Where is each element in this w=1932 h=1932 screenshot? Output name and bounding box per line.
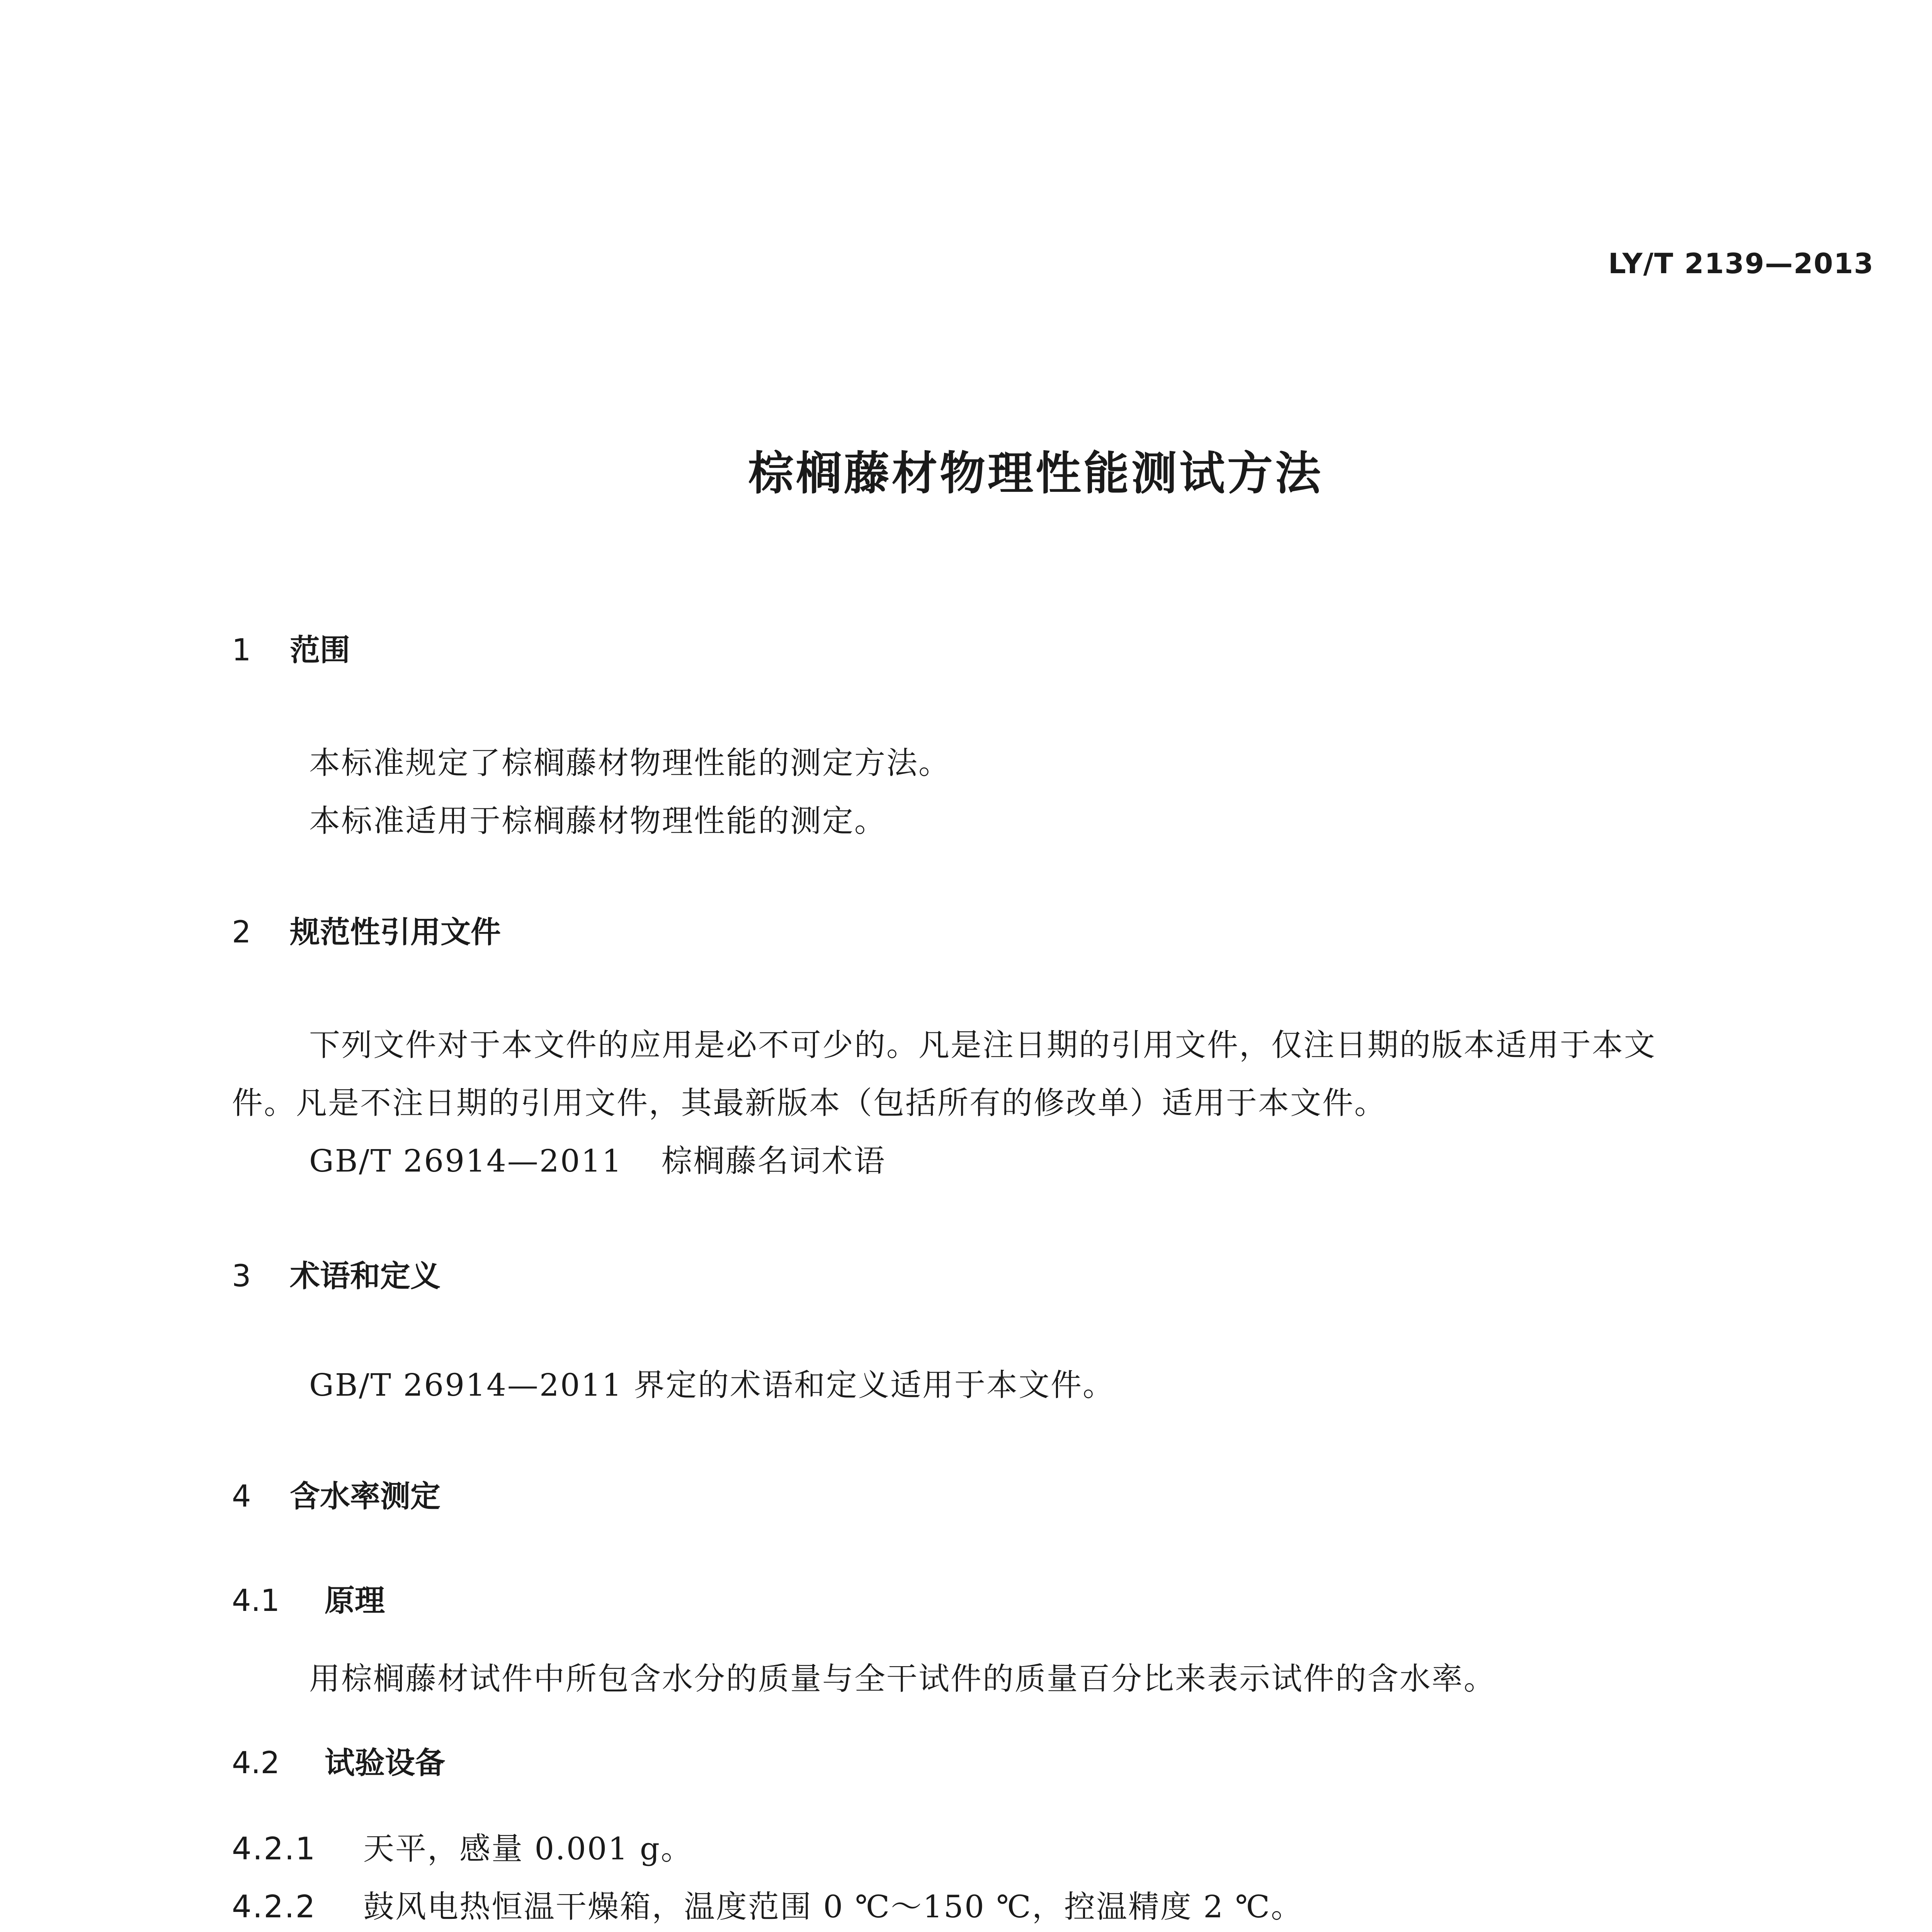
subsection-4-2-heading <box>232 1739 445 1782</box>
normative-reference <box>309 1136 886 1180</box>
section-number: 1 <box>232 633 251 668</box>
section-2-heading <box>232 908 501 951</box>
paragraph: GB/T 26914—2011 界定的术语和定义适用于本文件。 <box>309 1367 1115 1403</box>
item-text: 鼓风电热恒温干燥箱，温度范围 0 ℃～150 ℃，控温精度 2 ℃。 <box>363 1889 1303 1925</box>
section-number: 2 <box>232 915 251 950</box>
item-number: 4.2.1 <box>232 1831 316 1867</box>
paragraph: 本标准适用于棕榈藤材物理性能的测定。 <box>309 803 886 839</box>
section-title: 原理 <box>325 1583 385 1618</box>
subsection-4-1-heading <box>232 1577 385 1620</box>
section-4-heading <box>232 1472 440 1515</box>
section-title: 试验设备 <box>325 1746 446 1781</box>
paragraph: 本标准规定了棕榈藤材物理性能的测定方法。 <box>309 745 951 781</box>
list-item <box>232 1882 1303 1926</box>
section-title: 术语和定义 <box>290 1259 441 1294</box>
section-title: 范围 <box>290 633 350 668</box>
section-1-heading <box>232 626 350 669</box>
section-number: 4.2 <box>232 1746 280 1781</box>
paragraph: 用棕榈藤材试件中所包含水分的质量与全干试件的质量百分比来表示试件的含水率。 <box>309 1661 1496 1697</box>
list-item <box>232 1824 693 1868</box>
section-number: 4.1 <box>232 1583 280 1618</box>
section-number: 3 <box>232 1259 251 1294</box>
section-title: 含水率测定 <box>290 1479 441 1514</box>
section-title: 规范性引用文件 <box>290 915 501 950</box>
item-number: 4.2.2 <box>232 1889 316 1925</box>
document-title: 棕榈藤材物理性能测试方法 <box>748 447 1323 500</box>
item-text: 天平，感量 0.001 g。 <box>363 1831 693 1867</box>
paragraph-line: 下列文件对于本文件的应用是必不可少的。凡是注日期的引用文件，仅注日期的版本适用于本文 <box>309 1027 1656 1063</box>
standard-code: LY/T 2139—2013 <box>1608 247 1874 280</box>
reference-title: 棕榈藤名词术语 <box>661 1143 886 1179</box>
paragraph-line: 件。凡是不注日期的引用文件，其最新版本（包括所有的修改单）适用于本文件。 <box>232 1085 1386 1121</box>
section-number: 4 <box>232 1479 251 1514</box>
section-3-heading <box>232 1252 440 1295</box>
reference-code: GB/T 26914—2011 <box>309 1143 623 1179</box>
